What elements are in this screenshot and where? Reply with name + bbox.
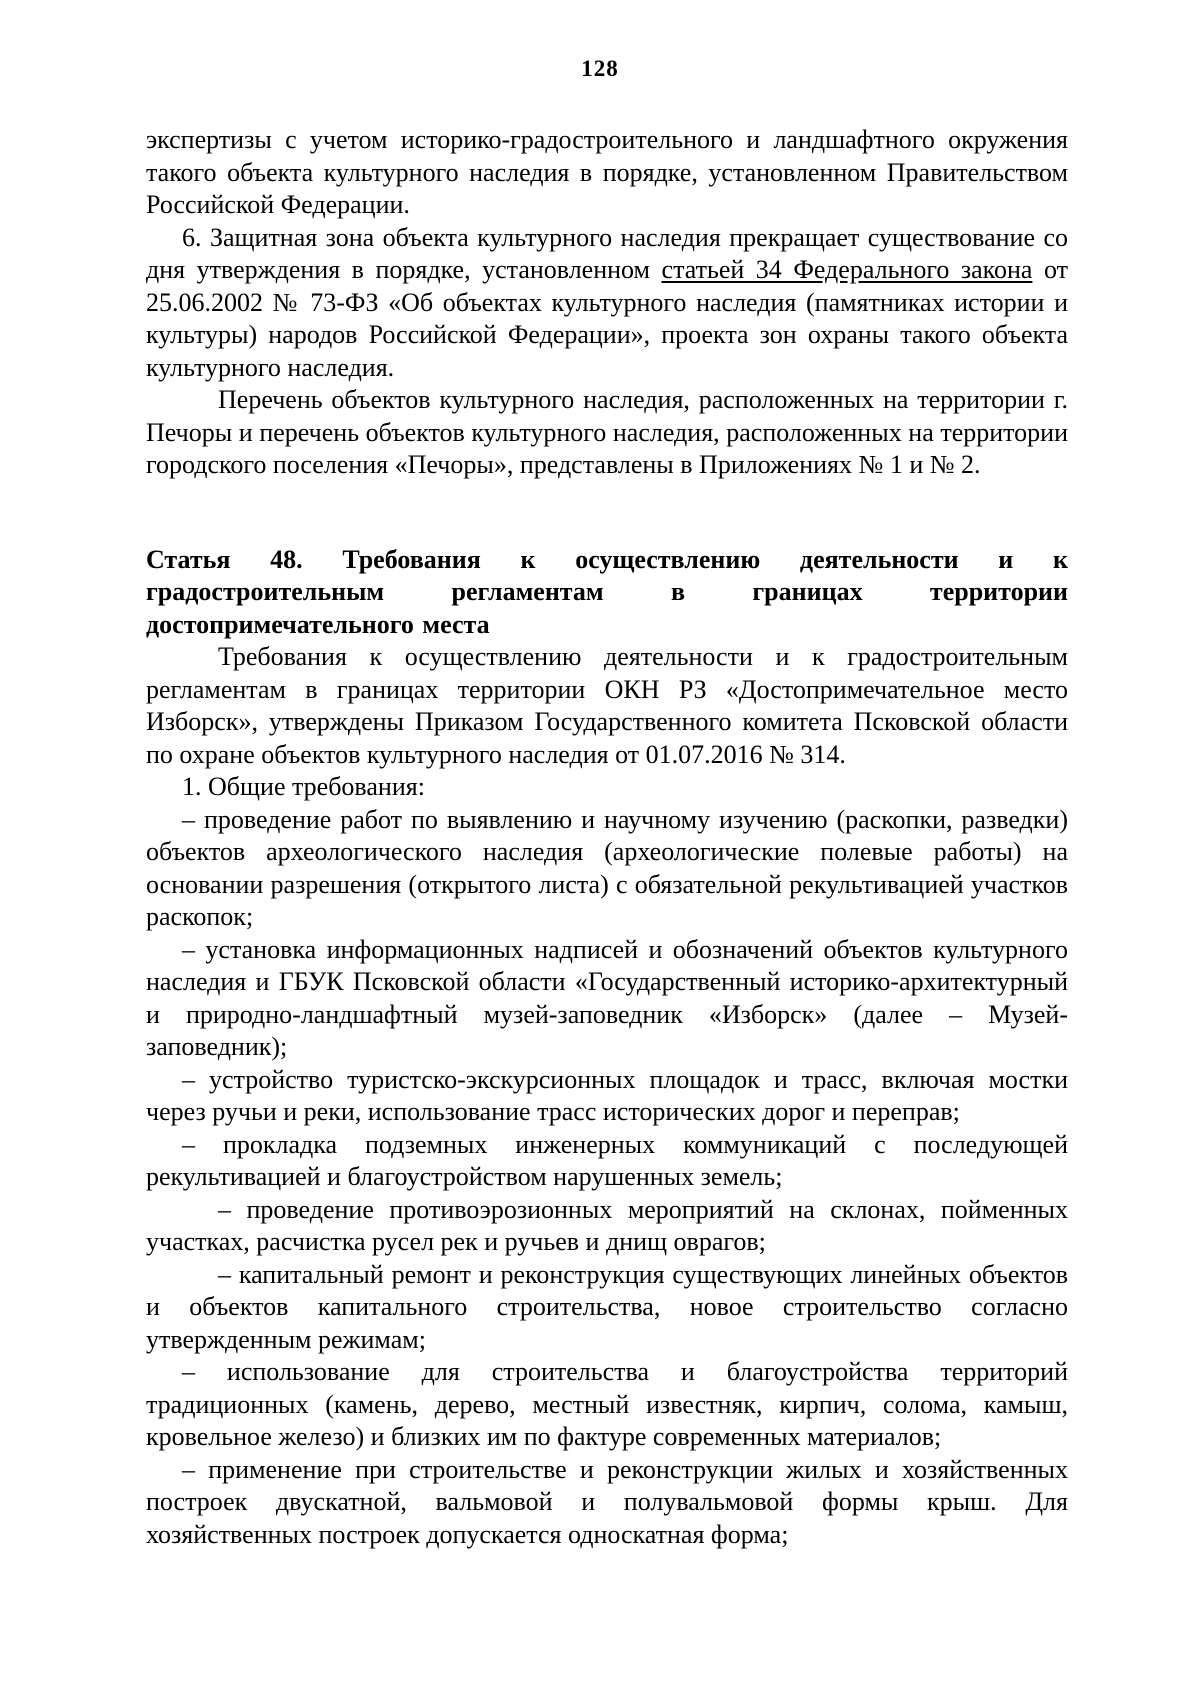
list-item: – использование для строительства и благоустройства территорий традиционных (камень, дерево, местный известняк, кирпич, солома, камыш, кровельное железо) и близких им по фактуре современных материалов; [146, 1357, 1068, 1451]
list-item: – установка информационных надписей и обозначений объектов культурного наследия и ГБУК Псковской области «Государственный историко-архитектурный и природно-ландшафтный музей-заповедник «Изборск» (далее – Музей-заповедник); [146, 934, 1068, 1061]
list-item: – проведение работ по выявлению и научному изучению (раскопки, разведки) объектов археологического наследия (археологические полевые работы) на основании разрешения (открытого листа) с обязательной рекультивацией участков раскопок; [146, 804, 1068, 931]
law-article-link[interactable]: статьей 34 Федерального закона [661, 255, 1033, 284]
list-item: – капитальный ремонт и реконструкция существующих линейных объектов и объектов капитального строительства, новое строительство согласно утвержденным режимам; [146, 1259, 1068, 1354]
article-intro: Требования к осуществлению деятельности и к градостроительным регламентам в границах территории ОКН РЗ «Достопримечательное место Изборск», утверждены Приказом Государственного комитета Псковской области по охране объектов культурного наследия от 01.07.2016 № 314. [146, 642, 1068, 769]
section-title: 1. Общие требования: [182, 772, 425, 801]
article-heading: Статья 48. Требования к осуществлению деятельности и к градостроительным регламентам в границах территории достопримечательного места [146, 544, 1068, 639]
paragraph-continuation: экспертизы с учетом историко-градостроительного и ландшафтного окружения такого объекта культурного наследия в порядке, установленном Правительством Российской Федерации. [146, 125, 1068, 219]
paragraph-text-start: 6. Защитная зона объекта культурного наследия прекращает существование со дня утверждения в порядке, установленном [146, 222, 1068, 284]
document-body [146, 124, 1068, 1551]
list-item: – устройство туристско-экскурсионных площадок и трасс, включая мостки через ручьи и реки, использование трасс исторических дорог и переправ; [146, 1064, 1068, 1126]
page-number: 128 [581, 56, 619, 81]
list-item: – проведение противоэрозионных мероприятий на склонах, пойменных участках, расчистка русел рек и ручьев и днищ оврагов; [146, 1194, 1068, 1256]
paragraph-heritage-list: Перечень объектов культурного наследия, расположенных на территории г. Печоры и перечень объектов культурного наследия, расположенных на территории городского поселения «Печоры», представлены в Приложениях № 1 и № 2. [146, 385, 1068, 479]
paragraph-protection-zone [146, 222, 1068, 385]
paragraph-text-end: от 25.06.2002 № 73-ФЗ «Об объектах культурного наследия (памятниках истории и культуры) народов Российской Федерации», проекта зон охраны такого объекта культурного наследия. [146, 255, 1068, 382]
section-spacer [146, 482, 1068, 544]
list-item: – применение при строительстве и реконструкции жилых и хозяйственных построек двускатной, вальмовой и полувальмовой формы крыш. Для хозяйственных построек допускается односкатная форма; [146, 1454, 1068, 1549]
list-item: – прокладка подземных инженерных коммуникаций с последующей рекультивацией и благоустройством нарушенных земель; [146, 1129, 1068, 1191]
